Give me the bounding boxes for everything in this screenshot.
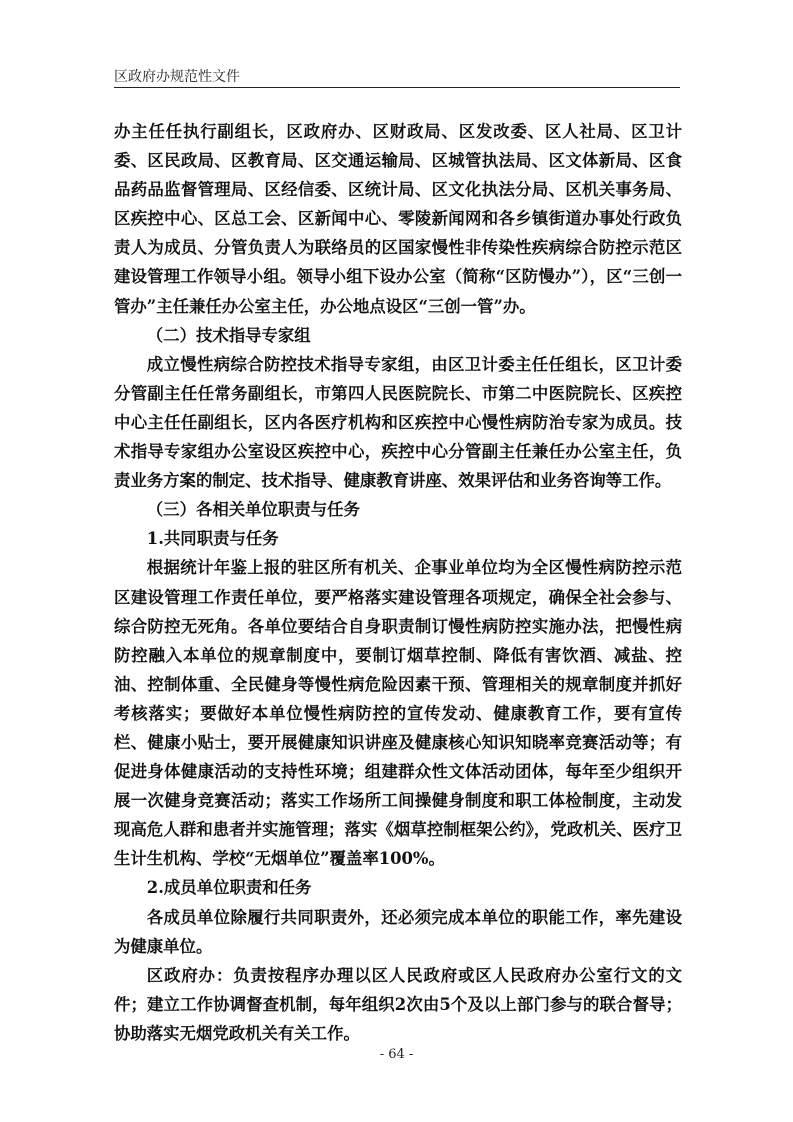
paragraph-leading-group: 办主任任执行副组长，区政府办、区财政局、区发改委、区人社局、区卫计委、区民政局、区教育局、区交通运输局、区城管执法局、区文体新局、区食品药品监督管理局、区经信委、区统计局、区文化执法分局、区机关事务局、区疾控中心、区总工会、区新闻中心、零陵新闻网和各乡镇街道办事处行政负责人为成员、分管负责人为联络员的区国家慢性非传染性疾病综合防控示范区建设管理工作领导小组。领导小组下设办公室（简称“区防慢办”），区“三创一管办”主任兼任办公室主任，办公地点设区“三创一管”办。 xyxy=(114,122,682,316)
subheading-common-duties: 1.共同职责与任务 xyxy=(146,529,279,549)
page-number: - 64 - xyxy=(379,1047,414,1062)
document-body xyxy=(114,117,682,1048)
subheading-member-duties: 2.成员单位职责和任务 xyxy=(146,878,312,898)
paragraph-member-duties: 各成员单位除履行共同职责外，还必须完成本单位的职能工作，率先建设为健康单位。 xyxy=(114,907,682,956)
section-heading-expert-group: （二）技术指导专家组 xyxy=(146,325,311,345)
paragraph-district-office: 区政府办：负责按程序办理以区人民政府或区人民政府办公室行文的文件；建立工作协调督查机制，每年组织2次由5个及以上部门参与的联合督导；协助落实无烟党政机关有关工作。 xyxy=(114,965,682,1043)
paragraph-expert-group: 成立慢性病综合防控技术指导专家组，由区卫计委主任任组长，区卫计委分管副主任任常务副组长，市第四人民医院院长、市第二中医院院长、区疾控中心主任任副组长，区内各医疗机构和区疾控中心慢性病防治专家为成员。技术指导专家组办公室设区疾控中心，疾控中心分管副主任兼任办公室主任，负责业务方案的制定、技术指导、健康教育讲座、效果评估和业务咨询等工作。 xyxy=(114,354,682,491)
section-heading-unit-duties: （三）各相关单位职责与任务 xyxy=(146,500,360,520)
document-header: 区政府办规范性文件 xyxy=(114,69,240,85)
header-divider xyxy=(114,87,680,88)
paragraph-common-duties: 根据统计年鉴上报的驻区所有机关、企事业单位均为全区慢性病防控示范区建设管理工作责任单位，要严格落实建设管理各项规定，确保全社会参与、综合防控无死角。各单位要结合自身职责制订慢性病防控实施办法，把慢性病防控融入本单位的规章制度中，要制订烟草控制、降低有害饮酒、减盐、控油、控制体重、全民健身等慢性病危险因素干预、管理相关的规章制度并抓好考核落实；要做好本单位慢性病防控的宣传发动、健康教育工作，要有宣传栏、健康小贴士，要开展健康知识讲座及健康核心知识知晓率竞赛活动等；有促进身体健康活动的支持性环境；组建群众性文体活动团体，每年至少组织开展一次健身竞赛活动；落实工作场所工间操健身制度和职工体检制度，主动发现高危人群和患者并实施管理；落实《烟草控制框架公约》，党政机关、医疗卫生计生机构、学校“无烟单位”覆盖率100%。 xyxy=(114,558,682,869)
